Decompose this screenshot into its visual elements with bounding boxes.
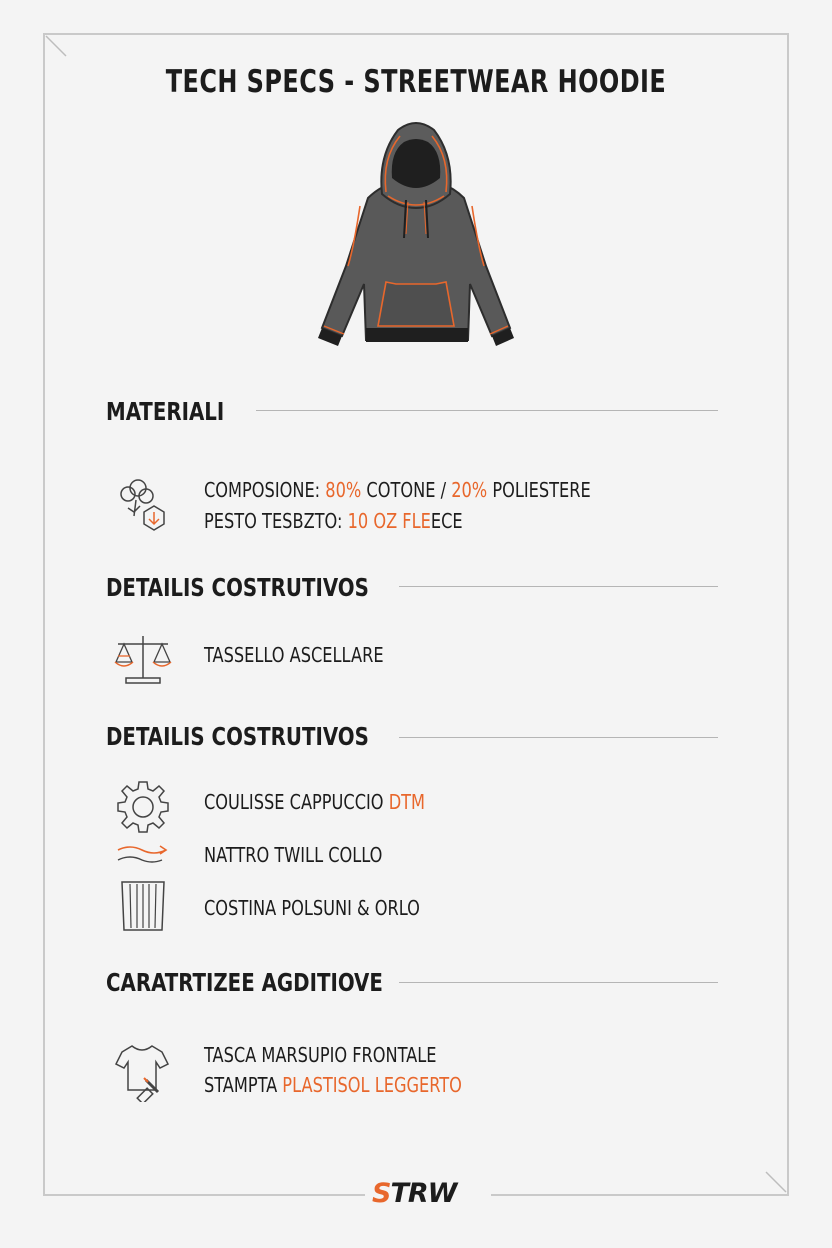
frame-bottom-left-rule bbox=[43, 1194, 365, 1196]
section-heading-construction-1: DETAILIS COSTRUTIVOS bbox=[106, 573, 369, 602]
spec-highlight: 80% bbox=[325, 478, 362, 502]
spec-highlight: DTM bbox=[388, 790, 426, 814]
gear-icon bbox=[114, 778, 172, 836]
tshirt-brush-icon bbox=[112, 1040, 174, 1102]
corner-mark-bottom-right bbox=[764, 1170, 790, 1196]
spec-text: COULISSE CAPPUCCIO bbox=[204, 790, 389, 814]
frame-bottom-right-rule bbox=[491, 1194, 789, 1196]
spec-line-print bbox=[204, 1073, 462, 1097]
spec-highlight: PLASTISOL LEGGERTO bbox=[282, 1073, 462, 1097]
page-title: TECH SPECS - STREETWEAR HOODIE bbox=[165, 64, 667, 100]
spec-line-drawcord bbox=[204, 790, 425, 814]
spec-line-kangaroo-pocket: TASCA MARSUPIO FRONTALE bbox=[204, 1043, 437, 1067]
spec-text: ECE bbox=[430, 509, 463, 533]
section-heading-materiali: MATERIALI bbox=[106, 397, 225, 426]
logo-accent-letter: S bbox=[372, 1178, 391, 1209]
logo-letters: TRW bbox=[390, 1178, 457, 1209]
spec-text: POLIESTERE bbox=[487, 478, 591, 502]
ribbing-icon bbox=[116, 878, 170, 934]
spec-line-composition bbox=[204, 478, 591, 502]
spec-highlight: 20% bbox=[451, 478, 488, 502]
hoodie-illustration bbox=[316, 116, 516, 348]
spec-text: COMPOSIONE: bbox=[204, 478, 326, 502]
spec-highlight: 10 OZ FLE bbox=[347, 509, 431, 533]
brand-logo bbox=[372, 1178, 462, 1214]
spec-text: COTONE / bbox=[361, 478, 452, 502]
section-rule bbox=[399, 982, 718, 983]
section-heading-additional-features: CARATRTIZEE AGDITIOVE bbox=[106, 968, 383, 997]
wavy-arrow-icon bbox=[114, 842, 174, 868]
spec-line-ribbing: COSTINA POLSUNI & ORLO bbox=[204, 896, 420, 920]
cotton-fabric-icon bbox=[112, 476, 178, 538]
section-rule bbox=[399, 586, 718, 587]
section-rule bbox=[256, 410, 718, 411]
section-rule bbox=[399, 737, 718, 738]
section-heading-construction-2: DETAILIS COSTRUTIVOS bbox=[106, 722, 369, 751]
spec-text: STAMPTA bbox=[204, 1073, 283, 1097]
spec-text: PESTO TESBZTO: bbox=[204, 509, 348, 533]
spec-line-twill-tape: NATTRO TWILL COLLO bbox=[204, 843, 383, 867]
corner-mark-top-left bbox=[44, 34, 70, 60]
spec-line-fabric-weight bbox=[204, 509, 463, 533]
scale-icon bbox=[112, 632, 174, 688]
spec-line-gusset: TASSELLO ASCELLARE bbox=[204, 643, 384, 667]
